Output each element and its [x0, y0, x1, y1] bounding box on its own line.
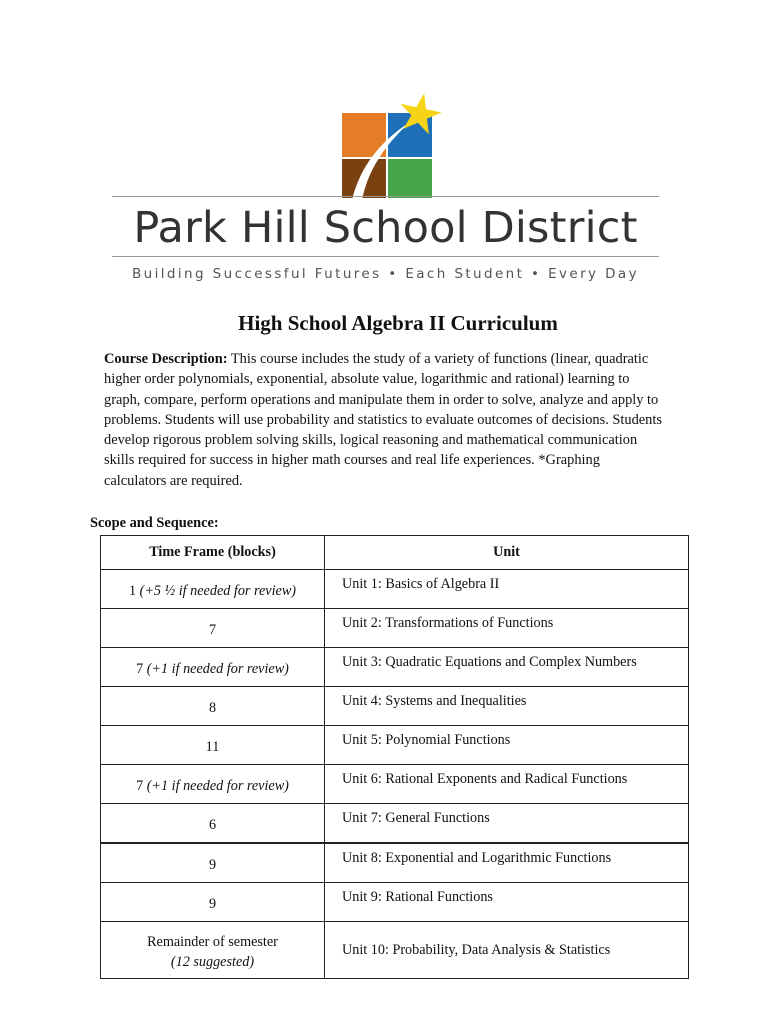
time-frame-cell: [101, 687, 325, 726]
time-frame-cell: [101, 922, 325, 979]
time-value: 7: [208, 621, 217, 638]
district-tagline: Building Successful Futures • Each Student • Every Day: [132, 266, 639, 282]
district-name: Park Hill School District: [133, 203, 638, 253]
table-row: [101, 765, 689, 804]
unit-cell: Unit 4: Systems and Inequalities: [325, 687, 689, 726]
time-note: (12 suggested): [170, 954, 255, 970]
course-description: [104, 349, 664, 491]
logo-rule-bottom: [112, 256, 659, 257]
time-value: Remainder of semester: [147, 934, 278, 950]
logo-rule-top: [112, 196, 659, 197]
header-time-frame: Time Frame (blocks): [101, 536, 325, 570]
time-value: 11: [205, 738, 220, 755]
unit-cell: Unit 2: Transformations of Functions: [325, 609, 689, 648]
scope-and-sequence-label: Scope and Sequence:: [90, 515, 219, 531]
unit-cell: Unit 6: Rational Exponents and Radical Functions: [325, 765, 689, 804]
time-value: 9: [208, 895, 217, 912]
course-description-text: This course includes the study of a variety of functions (linear, quadratic higher order polynomials, exponential, absolute value, logarithmic and rational) learning to graph, compare, perform operations and manipulate them in order to solve, analyze and apply to problems. Students will use probability and statistics to evaluate outcomes of decisions. Students develop rigorous problem solving skills, logical reasoning and mathematical communication skills required for success in higher math courses and real life experiences. *Graphing calculators are required.: [104, 351, 662, 489]
unit-cell: Unit 7: General Functions: [325, 804, 689, 844]
table-row: [101, 609, 689, 648]
time-note: (+5 ½ if needed for review): [136, 582, 297, 599]
table-row: [101, 922, 689, 979]
time-note: (+1 if needed for review): [143, 777, 289, 794]
time-frame-cell: [101, 726, 325, 765]
table-row: [101, 883, 689, 922]
unit-cell: Unit 3: Quadratic Equations and Complex Numbers: [325, 648, 689, 687]
table-row: [101, 687, 689, 726]
header-unit: Unit: [325, 536, 689, 570]
scope-sequence-table: [100, 535, 689, 979]
time-frame-cell: [101, 804, 325, 844]
table-row: [101, 570, 689, 609]
unit-cell: Unit 8: Exponential and Logarithmic Functions: [325, 843, 689, 883]
course-description-label: Course Description:: [104, 351, 228, 367]
time-value: 6: [208, 816, 217, 833]
document-title: High School Algebra II Curriculum: [238, 311, 558, 335]
unit-cell: Unit 9: Rational Functions: [325, 883, 689, 922]
time-frame-cell: [101, 648, 325, 687]
time-value: 9: [208, 856, 217, 873]
time-value: 8: [208, 699, 217, 716]
time-value: 7: [136, 777, 144, 794]
unit-cell: Unit 5: Polynomial Functions: [325, 726, 689, 765]
time-value: 1: [128, 582, 137, 599]
table-row: [101, 843, 689, 883]
time-frame-cell: [101, 570, 325, 609]
logo-mark: [0, 88, 768, 198]
time-value: 7: [136, 660, 144, 677]
table-row: [101, 726, 689, 765]
table-row: [101, 804, 689, 844]
time-note: (+1 if needed for review): [143, 660, 289, 677]
table-header-row: [101, 536, 689, 570]
unit-cell: Unit 10: Probability, Data Analysis & Statistics: [325, 922, 689, 979]
table-row: [101, 648, 689, 687]
district-logo: [0, 88, 768, 198]
time-frame-cell: [101, 765, 325, 804]
logo-square-green: [388, 159, 432, 198]
time-frame-cell: [101, 883, 325, 922]
unit-cell: Unit 1: Basics of Algebra II: [325, 570, 689, 609]
time-frame-cell: [101, 843, 325, 883]
time-frame-cell: [101, 609, 325, 648]
